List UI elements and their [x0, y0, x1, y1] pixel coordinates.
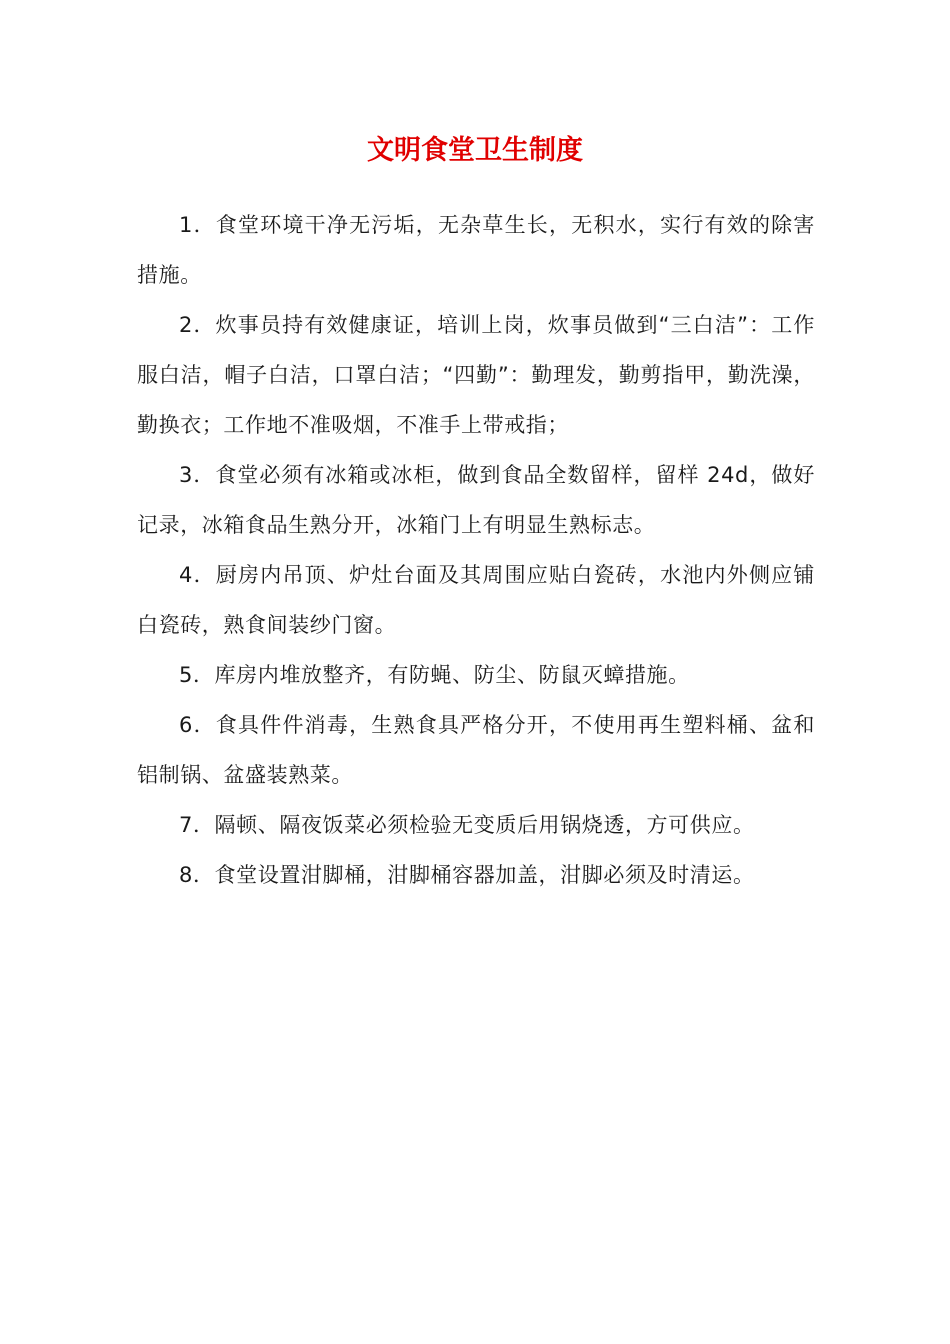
- rule-item-4: 4．厨房内吊顶、炉灶台面及其周围应贴白瓷砖，水池内外侧应铺白瓷砖，熟食间装纱门窗。: [137, 563, 815, 637]
- rule-item-5: 5．库房内堆放整齐，有防蝇、防尘、防鼠灭蟑措施。: [179, 663, 690, 687]
- rule-item-1: 1．食堂环境干净无污垢，无杂草生长，无积水，实行有效的除害措施。: [137, 213, 815, 287]
- rules-list: [137, 200, 815, 900]
- rule-item-7: 7．隔顿、隔夜饭菜必须检验无变质后用锅烧透，方可供应。: [179, 813, 755, 837]
- rule-item-2: 2．炊事员持有效健康证，培训上岗，炊事员做到“三白洁”：工作服白洁，帽子白洁，口罩白洁；“四勤”：勤理发，勤剪指甲，勤洗澡，勤换衣；工作地不准吸烟，不准手上带戒指；: [137, 313, 815, 437]
- rule-item-8: 8．食堂设置泔脚桶，泔脚桶容器加盖，泔脚必须及时清运。: [179, 863, 755, 887]
- document-title: 文明食堂卫生制度: [367, 135, 583, 166]
- rule-item-6: 6．食具件件消毒，生熟食具严格分开，不使用再生塑料桶、盆和铝制锅、盆盛装熟菜。: [137, 713, 815, 787]
- rule-item-3: 3．食堂必须有冰箱或冰柜，做到食品全数留样，留样 24d，做好记录，冰箱食品生熟分开，冰箱门上有明显生熟标志。: [137, 463, 815, 537]
